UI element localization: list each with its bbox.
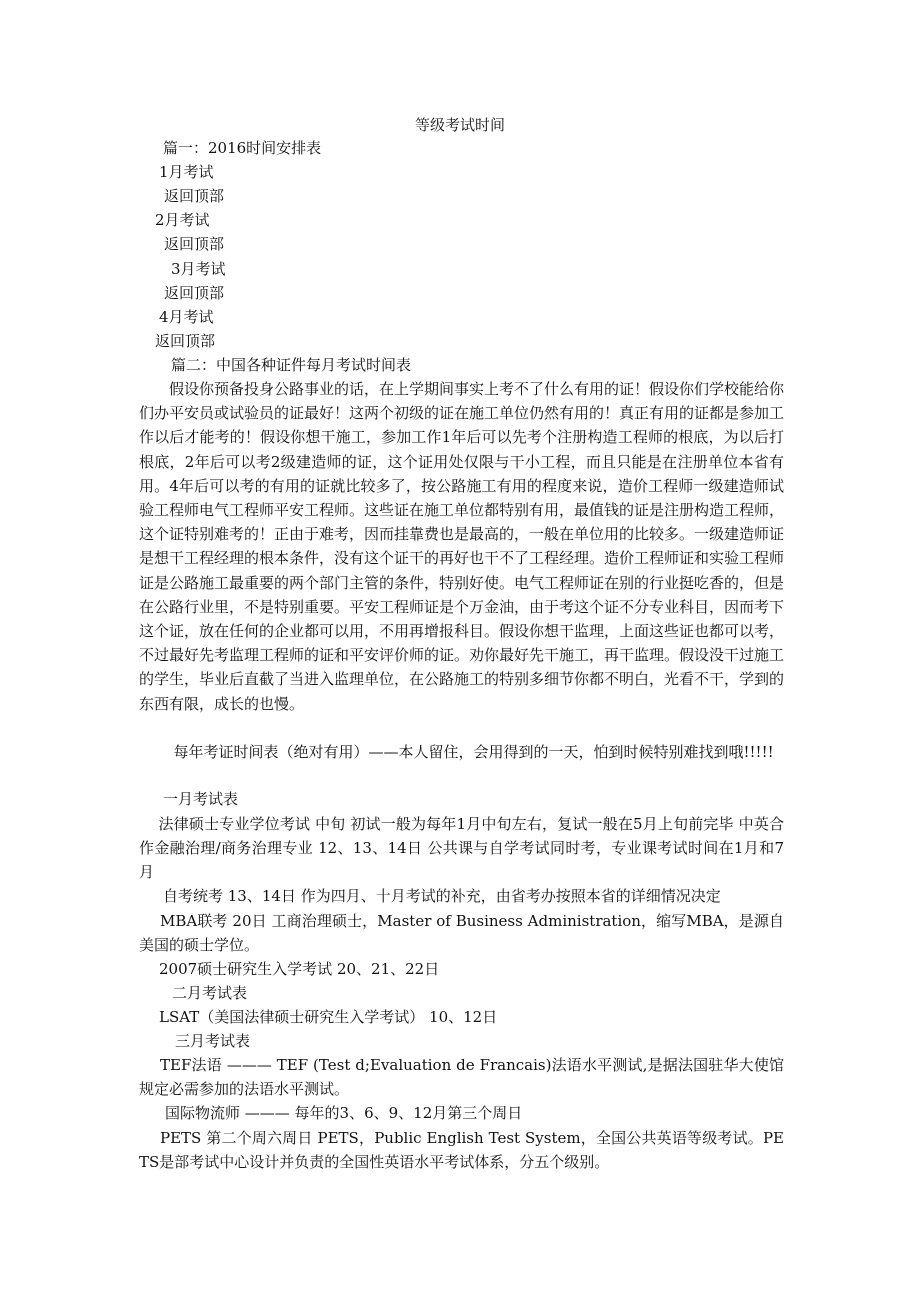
document-title: 等级考试时间 — [414, 116, 505, 134]
part1-heading: 篇一：2016时间安排表 — [163, 139, 322, 157]
feb-lsat-line: LSAT（美国法律硕士研究生入学考试） 10、12日 — [159, 1008, 498, 1026]
back-to-top-link[interactable]: 返回顶部 — [164, 284, 225, 302]
jan-mba-paragraph: MBA联考 20日 工商治理硕士，Master of Business Administration，缩写MBA，是源自美国的硕士学位。 — [139, 912, 784, 955]
mar-pets-paragraph: PETS 第二个周六周日 PETS，Public English Test System，全国公共英语等级考试。PETS是部考试中心设计并负责的全国性英语水平考试体系，分五个级别。 — [139, 1129, 784, 1172]
intro-paragraph: 假设你预备投身公路事业的话，在上学期间事实上考不了什么有用的证！假设你们学校能给你们办平安员或试验员的证最好！这两个初级的证在施工单位仍然有用的！真正有用的证都是参加工作以后才能考的！假设你想干施工，参加工作1年后可以先考个注册构造工程师的根底，为以后打根底，2年后可以考2级建造师的证，这个证用处仅限与干小工程，而且只能是在注册单位本省有用。4年后可以考的有用的证就比较多了，按公路施工有用的程度来说，造价工程师一级建造师试验工程师电气工程师平安工程师。这些证在施工单位都特别有用，最值钱的证是注册构造工程师，这个证特别难考的！正由于难考，因而挂靠费也是最高的，一般在单位用的比较多。一级建造师证是想干工程经理的根本条件，没有这个证干的再好也干不了工程经理。造价工程师证和实验工程师证是公路施工最重要的两个部门主管的条件，特别好使。电气工程师证在别的行业挺吃香的，但是在公路行业里，不是特别重要。平安工程师证是个万金油，由于考这个证不分专业科目，因而考下这个证，放在任何的企业都可以用，不用再增报科目。假设你想干监理，上面这些证也都可以考，不过最好先考监理工程师的证和平安评价师的证。劝你最好先干施工，再干监理。假设没干过施工的学生，毕业后直截了当进入监理单位，在公路施工的特别多细节你都不明白，光看不干，学到的东西有限，成长的也慢。 — [139, 380, 785, 713]
back-to-top-link[interactable]: 返回顶部 — [164, 187, 225, 205]
month-item-feb: 2月考试 — [155, 211, 210, 229]
back-to-top-link[interactable]: 返回顶部 — [164, 235, 225, 253]
mar-tef-paragraph: TEF法语 ——— TEF (Test d;Evaluation de Francais)法语水平测试,是据法国驻华大使馆规定必需参加的法语水平测试。 — [139, 1056, 784, 1099]
month-item-apr: 4月考试 — [159, 308, 214, 326]
feb-heading: 二月考试表 — [172, 984, 248, 1002]
jan-grad-line: 2007硕士研究生入学考试 20、21、22日 — [159, 960, 440, 978]
part2-heading: 篇二：中国各种证件每月考试时间表 — [171, 356, 412, 374]
month-item-jan: 1月考试 — [159, 163, 214, 181]
jan-self-exam-line: 自考统考 13、14日 作为四月、十月考试的补充，由省考办按照本省的详细情况决定 — [163, 887, 721, 905]
table-intro-paragraph: 每年考证时间表（绝对有用）——本人留住，会用得到的一天，怕到时候特别难找到哦!!!!! — [173, 743, 774, 761]
back-to-top-link[interactable]: 返回顶部 — [155, 332, 216, 350]
jan-law-paragraph: 法律硕士专业学位考试 中旬 初试一般为每年1月中旬左右，复试一般在5月上旬前完毕 中英合作金融治理/商务治理专业 12、13、14日 公共课与自学考试同时考，专业课考试时间在1月和7月 — [139, 815, 784, 882]
month-item-mar: 3月考试 — [171, 260, 226, 278]
mar-logistics-line: 国际物流师 ——— 每年的3、6、9、12月第三个周日 — [165, 1104, 523, 1122]
jan-heading: 一月考试表 — [163, 790, 239, 808]
mar-heading: 三月考试表 — [175, 1032, 251, 1050]
